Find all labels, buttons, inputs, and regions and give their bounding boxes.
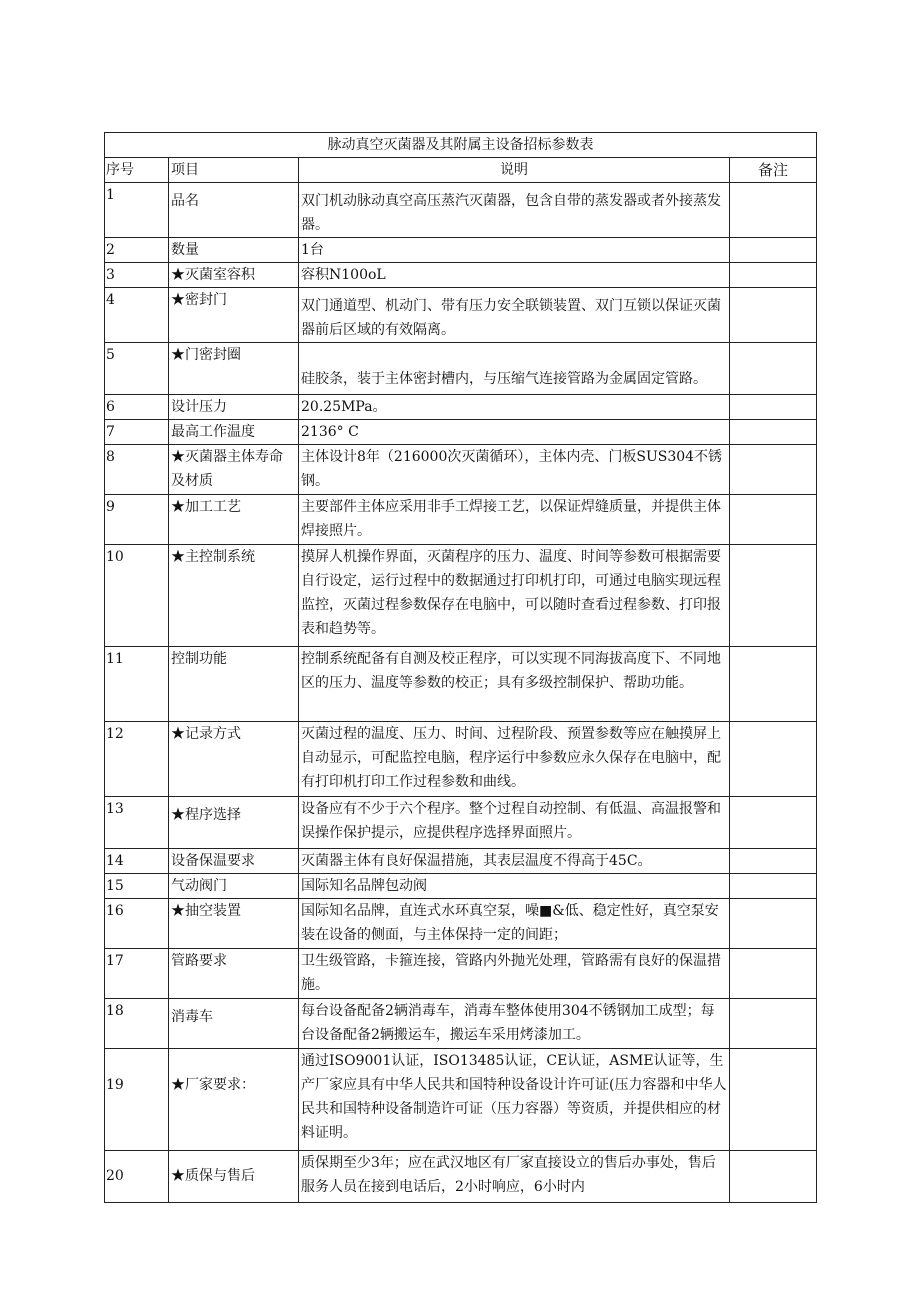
row-remark bbox=[730, 899, 817, 949]
row-item: 管路要求 bbox=[169, 949, 299, 999]
table-row bbox=[105, 1049, 817, 1151]
table-row bbox=[105, 343, 817, 395]
table-row bbox=[105, 238, 817, 263]
row-remark bbox=[730, 874, 817, 899]
row-remark bbox=[730, 647, 817, 722]
row-no: 5 bbox=[105, 343, 169, 395]
row-description: 每台设备配备2辆消毒车，消毒车整体使用304不锈钢加工成型；每台设备配备2辆搬运车，搬运车采用烤漆加工。 bbox=[299, 999, 730, 1049]
row-remark bbox=[730, 545, 817, 647]
row-item: ★主控制系统 bbox=[169, 545, 299, 647]
header-no: 序号 bbox=[105, 158, 169, 183]
row-description: 20.25MPa。 bbox=[299, 395, 730, 420]
row-item: ★记录方式 bbox=[169, 722, 299, 797]
header-description: 说明 bbox=[299, 158, 730, 183]
row-no: 14 bbox=[105, 849, 169, 874]
row-item: 设备保温要求 bbox=[169, 849, 299, 874]
row-no: 2 bbox=[105, 238, 169, 263]
row-description: 灭菌过程的温度、压力、时间、过程阶段、预置参数等应在触摸屏上自动显示，可配监控电脑，程序运行中参数应永久保存在电脑中，配有打印机打印工作过程参数和曲线。 bbox=[299, 722, 730, 797]
row-item: 消毒车 bbox=[169, 999, 299, 1049]
row-remark bbox=[730, 849, 817, 874]
row-no: 6 bbox=[105, 395, 169, 420]
row-remark bbox=[730, 797, 817, 849]
row-description: 质保期至少3年；应在武汉地区有厂家直接设立的售后办事处，售后服务人员在接到电话后，2小时响应，6小时内 bbox=[299, 1151, 730, 1203]
row-description: 双门机动脉动真空高压蒸汽灭菌器，包含自带的蒸发器或者外接蒸发器。 bbox=[299, 183, 730, 238]
table-row bbox=[105, 999, 817, 1049]
row-no: 3 bbox=[105, 263, 169, 288]
row-no: 17 bbox=[105, 949, 169, 999]
row-remark bbox=[730, 183, 817, 238]
row-no: 7 bbox=[105, 420, 169, 445]
table-row bbox=[105, 849, 817, 874]
table-row bbox=[105, 263, 817, 288]
header-row bbox=[105, 158, 817, 183]
row-remark bbox=[730, 1049, 817, 1151]
row-description: 摸屏人机操作界面，灭菌程序的压力、温度、时间等参数可根据需要自行设定，运行过程中的数据通过打印机打印，可通过电脑实现远程监控，灭菌过程参数保存在电脑中，可以随时查看过程参数、打印报表和趋势等。 bbox=[299, 545, 730, 647]
row-item: ★质保与售后 bbox=[169, 1151, 299, 1203]
table-row bbox=[105, 545, 817, 647]
row-no: 15 bbox=[105, 874, 169, 899]
table-row bbox=[105, 722, 817, 797]
row-item: ★灭菌室容积 bbox=[169, 263, 299, 288]
table-title: 脉动真空灭菌器及其附属主设备招标参数表 bbox=[105, 133, 817, 158]
row-item: ★厂家要求： bbox=[169, 1049, 299, 1151]
table-row bbox=[105, 288, 817, 343]
row-no: 19 bbox=[105, 1049, 169, 1151]
row-no: 12 bbox=[105, 722, 169, 797]
row-item: 控制功能 bbox=[169, 647, 299, 722]
row-remark bbox=[730, 238, 817, 263]
table-row bbox=[105, 797, 817, 849]
row-description: 国际知名品牌，直连式水环真空泵，噪■&低、稳定性好，真空泵安装在设备的侧面，与主体保持一定的间距； bbox=[299, 899, 730, 949]
row-item: ★程序选择 bbox=[169, 797, 299, 849]
table-row bbox=[105, 420, 817, 445]
row-item: ★加工工艺 bbox=[169, 495, 299, 545]
header-remark: 备注 bbox=[730, 158, 817, 183]
row-no: 10 bbox=[105, 545, 169, 647]
row-description: 卫生级管路，卡箍连接，管路内外抛光处理，管路需有良好的保温措施。 bbox=[299, 949, 730, 999]
row-description: 控制系统配备有自测及校正程序，可以实现不同海拔高度下、不同地区的压力、温度等参数的校正；具有多级控制保护、帮助功能。 bbox=[299, 647, 730, 722]
row-remark bbox=[730, 263, 817, 288]
row-item: 最高工作温度 bbox=[169, 420, 299, 445]
row-description: 容积N100oL bbox=[299, 263, 730, 288]
row-remark bbox=[730, 1151, 817, 1203]
table-row bbox=[105, 949, 817, 999]
table-row bbox=[105, 1151, 817, 1203]
row-item: ★灭菌器主体寿命及材质 bbox=[169, 445, 299, 495]
table-row bbox=[105, 647, 817, 722]
row-remark bbox=[730, 722, 817, 797]
row-remark bbox=[730, 445, 817, 495]
row-no: 8 bbox=[105, 445, 169, 495]
row-description: 设备应有不少于六个程序。整个过程自动控制、有低温、高温报警和误操作保护提示，应提供程序选择界面照片。 bbox=[299, 797, 730, 849]
row-no: 4 bbox=[105, 288, 169, 343]
table-row bbox=[105, 395, 817, 420]
row-remark bbox=[730, 288, 817, 343]
row-no: 16 bbox=[105, 899, 169, 949]
row-remark bbox=[730, 343, 817, 395]
row-remark bbox=[730, 495, 817, 545]
table-row bbox=[105, 183, 817, 238]
title-row bbox=[105, 133, 817, 158]
row-description: 通过ISO9001认证，ISO13485认证，CE认证，ASME认证等，生产厂家应具有中华人民共和国特种设备设计许可证(压力容器和中华人民共和国特种设备制造许可证（压力容器）等资质，并提供相应的材料证明。 bbox=[299, 1049, 730, 1151]
table-row bbox=[105, 874, 817, 899]
row-no: 20 bbox=[105, 1151, 169, 1203]
row-remark bbox=[730, 420, 817, 445]
row-description: 灭菌器主体有良好保温措施，其表层温度不得高于45C。 bbox=[299, 849, 730, 874]
header-item: 项目 bbox=[169, 158, 299, 183]
row-item: 品名 bbox=[169, 183, 299, 238]
row-description: 国际知名品牌包动阀 bbox=[299, 874, 730, 899]
row-no: 11 bbox=[105, 647, 169, 722]
spec-table bbox=[104, 132, 817, 1203]
row-remark bbox=[730, 949, 817, 999]
table-row bbox=[105, 445, 817, 495]
row-remark bbox=[730, 395, 817, 420]
row-remark bbox=[730, 999, 817, 1049]
row-item: 气动阀门 bbox=[169, 874, 299, 899]
row-item: ★抽空装置 bbox=[169, 899, 299, 949]
row-description: 2136° C bbox=[299, 420, 730, 445]
row-description: 双门通道型、机动门、带有压力安全联锁装置、双门互锁以保证灭菌器前后区域的有效隔离。 bbox=[299, 288, 730, 343]
row-description: 1台 bbox=[299, 238, 730, 263]
row-no: 1 bbox=[105, 183, 169, 238]
row-description: 硅胶条，装于主体密封槽内，与压缩气连接管路为金属固定管路。 bbox=[299, 343, 730, 395]
row-no: 9 bbox=[105, 495, 169, 545]
row-item: ★密封门 bbox=[169, 288, 299, 343]
table-row bbox=[105, 495, 817, 545]
row-item: 设计压力 bbox=[169, 395, 299, 420]
row-item: ★门密封圈 bbox=[169, 343, 299, 395]
row-no: 18 bbox=[105, 999, 169, 1049]
row-description: 主体设计8年（216000次灭菌循环），主体内壳、门板SUS304不锈钢。 bbox=[299, 445, 730, 495]
row-no: 13 bbox=[105, 797, 169, 849]
row-item: 数量 bbox=[169, 238, 299, 263]
row-description: 主要部件主体应采用非手工焊接工艺，以保证焊缝质量，并提供主体焊接照片。 bbox=[299, 495, 730, 545]
table-row bbox=[105, 899, 817, 949]
